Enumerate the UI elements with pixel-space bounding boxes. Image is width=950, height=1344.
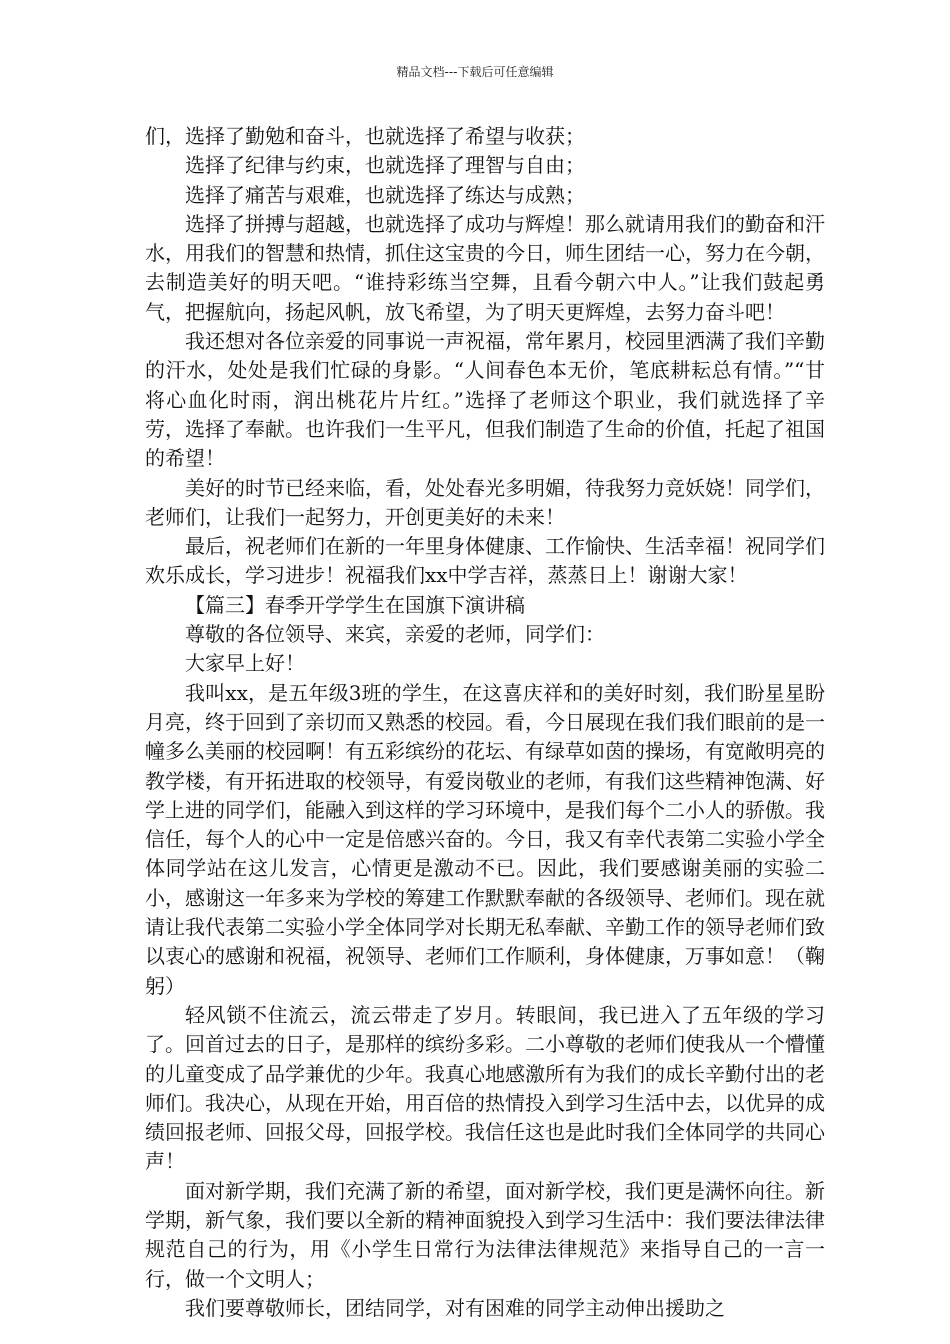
paragraph-continuation: 们，选择了勤勉和奋斗，也就选择了希望与收获； bbox=[145, 124, 585, 148]
section-heading: 【篇三】春季开学学生在国旗下演讲稿 bbox=[185, 592, 525, 617]
paragraph: 选择了纪律与约束，也就选择了理智与自由； bbox=[185, 153, 585, 178]
paragraph: 选择了痛苦与艰难，也就选择了练达与成熟； bbox=[185, 182, 585, 207]
paragraph: 面对新学期，我们充满了新的希望，面对新学校，我们更是满怀向往。新学期，新气象，我们要以全新的精神面貌投入到学习生活中：我们要法律法律规范自己的行为，用《小学生日常行为法律法律规范》来指导自己的一言一行，做一个文明人； bbox=[145, 1178, 825, 1291]
paragraph: 我叫xx，是五年级3班的学生，在这喜庆祥和的美好时刻，我们盼星星盼月亮，终于回到了亲切而又熟悉的校园。看，今日展现在我们我们眼前的是一幢多么美丽的校园啊！有五彩缤纷的花坛、有绿草如茵的操场，有宽敞明亮的教学楼，有开拓进取的校领导，有爱岗敬业的老师，有我们这些精神饱满、好学上进的同学们，能融入到这样的学习环境中，是我们每个二小人的骄傲。我信任，每个人的心中一定是倍感兴奋的。今日，我又有幸代表第二实验小学全体同学站在这儿发言，心情更是激动不已。因此，我们要感谢美丽的实验二小，感谢这一年多来为学校的筹建工作默默奉献的各级领导、老师们。现在就请让我代表第二实验小学全体同学对长期无私奉献、辛勤工作的领导老师们致以衷心的感谢和祝福，祝领导、老师们工作顺利，身体健康，万事如意！（鞠躬） bbox=[145, 680, 825, 998]
greeting: 大家早上好！ bbox=[185, 651, 305, 676]
document-body bbox=[145, 122, 825, 1323]
paragraph: 轻风锁不住流云，流云带走了岁月。转眼间，我已进入了五年级的学习了。回首过去的日子，是那样的缤纷多彩。二小尊敬的老师们使我从一个懵懂的儿童变成了品学兼优的少年。我真心地感激所有为我们的成长辛勤付出的老师们。我决心，从现在开始，用百倍的热情投入到学习生活中去，以优异的成绩回报老师、回报父母，回报学校。我信任这也是此时我们全体同学的共同心声！ bbox=[145, 1002, 825, 1174]
paragraph: 我还想对各位亲爱的同事说一声祝福，常年累月，校园里洒满了我们辛勤的汗水，处处是我们忙碌的身影。“人间春色本无价，笔底耕耘总有情。”“甘将心血化时雨，润出桃花片片红。”选择了老师这个职业，我们就选择了辛劳，选择了奉献。也许我们一生平凡，但我们制造了生命的价值，托起了祖国的希望！ bbox=[145, 329, 825, 471]
salutation: 尊敬的各位领导、来宾，亲爱的老师，同学们： bbox=[185, 622, 605, 647]
paragraph: 选择了拼搏与超越，也就选择了成功与辉煌！那么就请用我们的勤奋和汗水，用我们的智慧和热情，抓住这宝贵的今日，师生团结一心，努力在今朝，去制造美好的明天吧。“谁持彩练当空舞，且看今朝六中人。”让我们鼓起勇气，把握航向，扬起风帆，放飞希望，为了明天更辉煌，去努力奋斗吧！ bbox=[145, 211, 825, 324]
paragraph: 最后，祝老师们在新的一年里身体健康、工作愉快、生活幸福！祝同学们欢乐成长，学习进步！祝福我们xx中学吉祥，蒸蒸日上！谢谢大家！ bbox=[145, 534, 825, 588]
page-header: 精品文档---下载后可任意编辑 bbox=[396, 65, 554, 79]
paragraph: 美好的时节已经来临，看，处处春光多明媚，待我努力竞妖娆！同学们，老师们，让我们一起努力，开创更美好的未来！ bbox=[145, 475, 825, 529]
paragraph: 我们要尊敬师长，团结同学，对有困难的同学主动伸出援助之 bbox=[185, 1295, 725, 1320]
